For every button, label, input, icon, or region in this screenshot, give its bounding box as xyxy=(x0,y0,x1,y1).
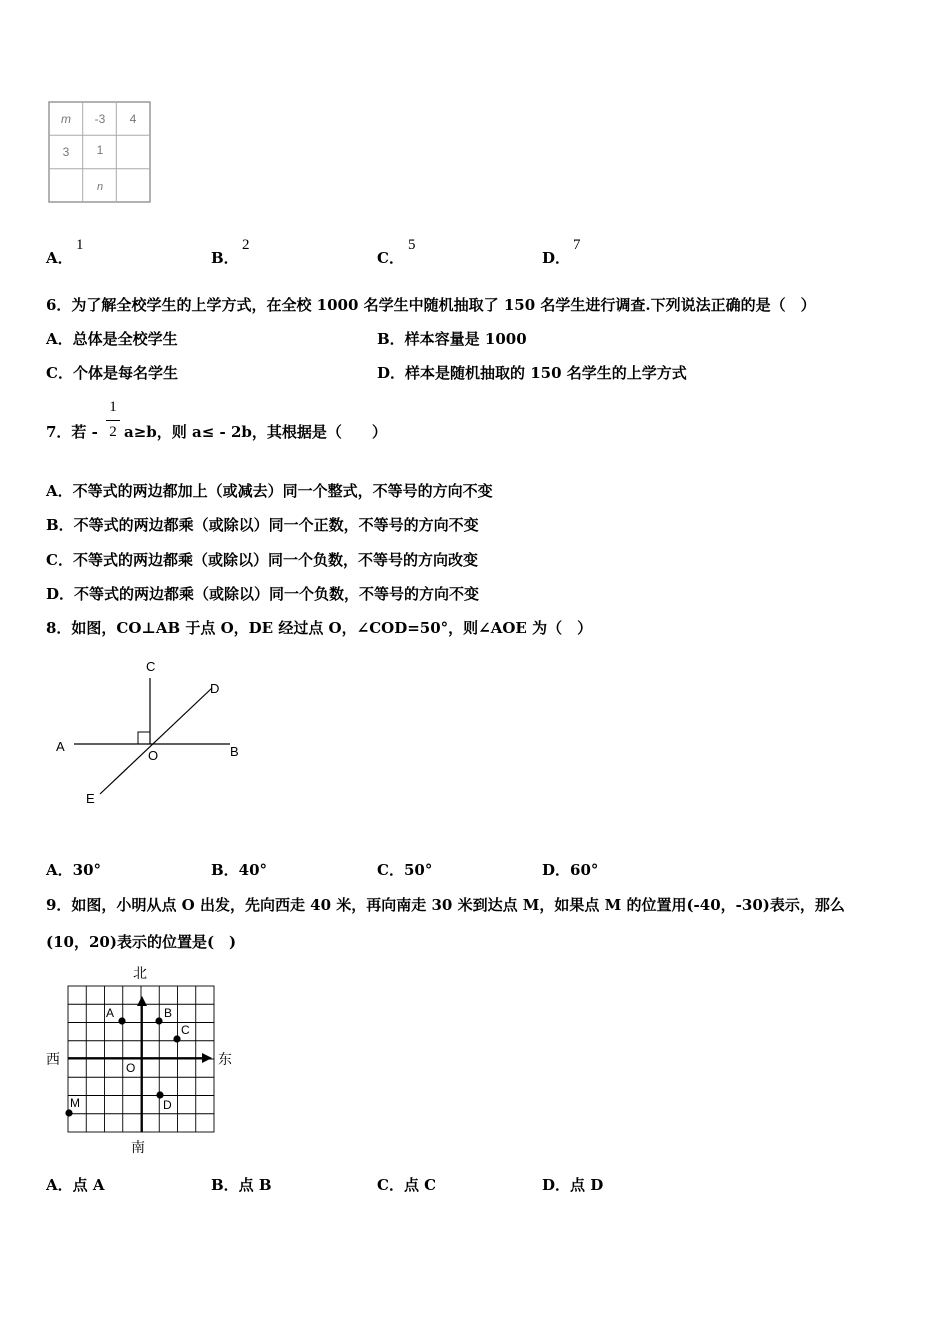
q5-option-a[interactable]: A． xyxy=(46,249,73,267)
q5-option-b[interactable]: B． xyxy=(211,249,239,267)
label-c: C xyxy=(146,659,156,674)
q7-question-suffix: a≥b，则 a≤ - 2b，其根据是（ ） xyxy=(124,423,387,441)
q9-option-a[interactable]: A．点 A xyxy=(46,1176,105,1194)
q8-angle-figure xyxy=(50,652,250,812)
q9-grid-figure xyxy=(44,962,244,1158)
grid-cell: 4 xyxy=(129,112,137,126)
q5-option-d[interactable]: D． xyxy=(542,249,571,267)
label-c: C xyxy=(181,1023,190,1037)
q7-option-b[interactable]: B．不等式的两边都乘（或除以）同一个正数，不等号的方向不变 xyxy=(46,516,479,534)
q7-fraction-denominator: 2 xyxy=(109,424,117,440)
q6-option-d[interactable]: D．样本是随机抽取的 150 名学生的上学方式 xyxy=(377,364,687,382)
q9-option-c[interactable]: C．点 C xyxy=(377,1176,437,1194)
q8-option-b[interactable]: B．40° xyxy=(211,861,268,879)
q7-option-c[interactable]: C．不等式的两边都乘（或除以）同一个负数，不等号的方向改变 xyxy=(46,551,478,569)
q7-fraction-bar xyxy=(106,420,120,421)
label-north: 北 xyxy=(133,965,147,981)
line-de xyxy=(100,688,212,794)
q9-question-line1: 9．如图，小明从点 O 出发，先向西走 40 米，再向南走 30 米到达点 M，如果点 M 的位置用(-40，-30)表示，那么 xyxy=(46,896,845,914)
q6-option-b[interactable]: B．样本容量是 1000 xyxy=(377,330,527,348)
q5-option-c[interactable]: C． xyxy=(377,249,404,267)
q9-question-line2: (10，20)表示的位置是( ) xyxy=(46,933,237,951)
q8-option-c[interactable]: C．50° xyxy=(377,861,433,879)
q6-option-a[interactable]: A．总体是全校学生 xyxy=(46,330,178,348)
q7-fraction-numerator: 1 xyxy=(109,399,117,415)
north-arrow-icon xyxy=(137,996,147,1006)
grid-cell: -3 xyxy=(94,112,106,126)
point-c xyxy=(173,1035,180,1042)
q9-option-b[interactable]: B．点 B xyxy=(211,1176,272,1194)
label-o: O xyxy=(148,748,159,763)
label-e: E xyxy=(86,791,95,806)
label-west: 西 xyxy=(46,1051,60,1067)
q6-option-c[interactable]: C．个体是每名学生 xyxy=(46,364,178,382)
q5-option-b-value: 2 xyxy=(242,237,250,253)
q5-option-c-value: 5 xyxy=(408,237,416,253)
q9-option-d[interactable]: D．点 D xyxy=(542,1176,604,1194)
label-east: 东 xyxy=(218,1051,232,1067)
q6-question: 6．为了解全校学生的上学方式，在全校 1000 名学生中随机抽取了 150 名学生进行调查.下列说法正确的是（ ） xyxy=(46,296,816,314)
label-d: D xyxy=(163,1098,172,1112)
grid-cell: n xyxy=(96,181,104,193)
label-a: A xyxy=(106,1006,115,1020)
q8-option-a[interactable]: A．30° xyxy=(46,861,102,879)
label-b: B xyxy=(164,1006,173,1020)
label-b: B xyxy=(230,744,239,759)
q5-grid-figure xyxy=(46,100,154,206)
q7-question-prefix: 7．若 - xyxy=(46,423,98,441)
q7-option-d[interactable]: D．不等式的两边都乘（或除以）同一个负数，不等号的方向不变 xyxy=(46,585,480,603)
grid-cell: 3 xyxy=(62,145,70,159)
q7-option-a[interactable]: A．不等式的两边都加上（或减去）同一个整式，不等号的方向不变 xyxy=(46,482,493,500)
point-m xyxy=(65,1109,72,1116)
q8-option-d[interactable]: D．60° xyxy=(542,861,599,879)
east-arrow-icon xyxy=(202,1053,212,1063)
point-b xyxy=(155,1017,162,1024)
q5-option-a-value: 1 xyxy=(76,237,84,253)
label-m: M xyxy=(70,1096,80,1110)
label-a: A xyxy=(56,739,65,754)
q8-question: 8．如图，CO⊥AB 于点 O，DE 经过点 O，∠COD=50°，则∠AOE 为（ ） xyxy=(46,619,593,637)
right-angle-mark xyxy=(138,732,150,744)
label-south: 南 xyxy=(131,1139,145,1155)
q5-option-d-value: 7 xyxy=(573,237,581,253)
grid-cell: m xyxy=(61,112,71,126)
label-d: D xyxy=(210,681,220,696)
point-a xyxy=(118,1017,125,1024)
grid-cell: 1 xyxy=(96,143,104,157)
label-origin: O xyxy=(126,1061,136,1075)
